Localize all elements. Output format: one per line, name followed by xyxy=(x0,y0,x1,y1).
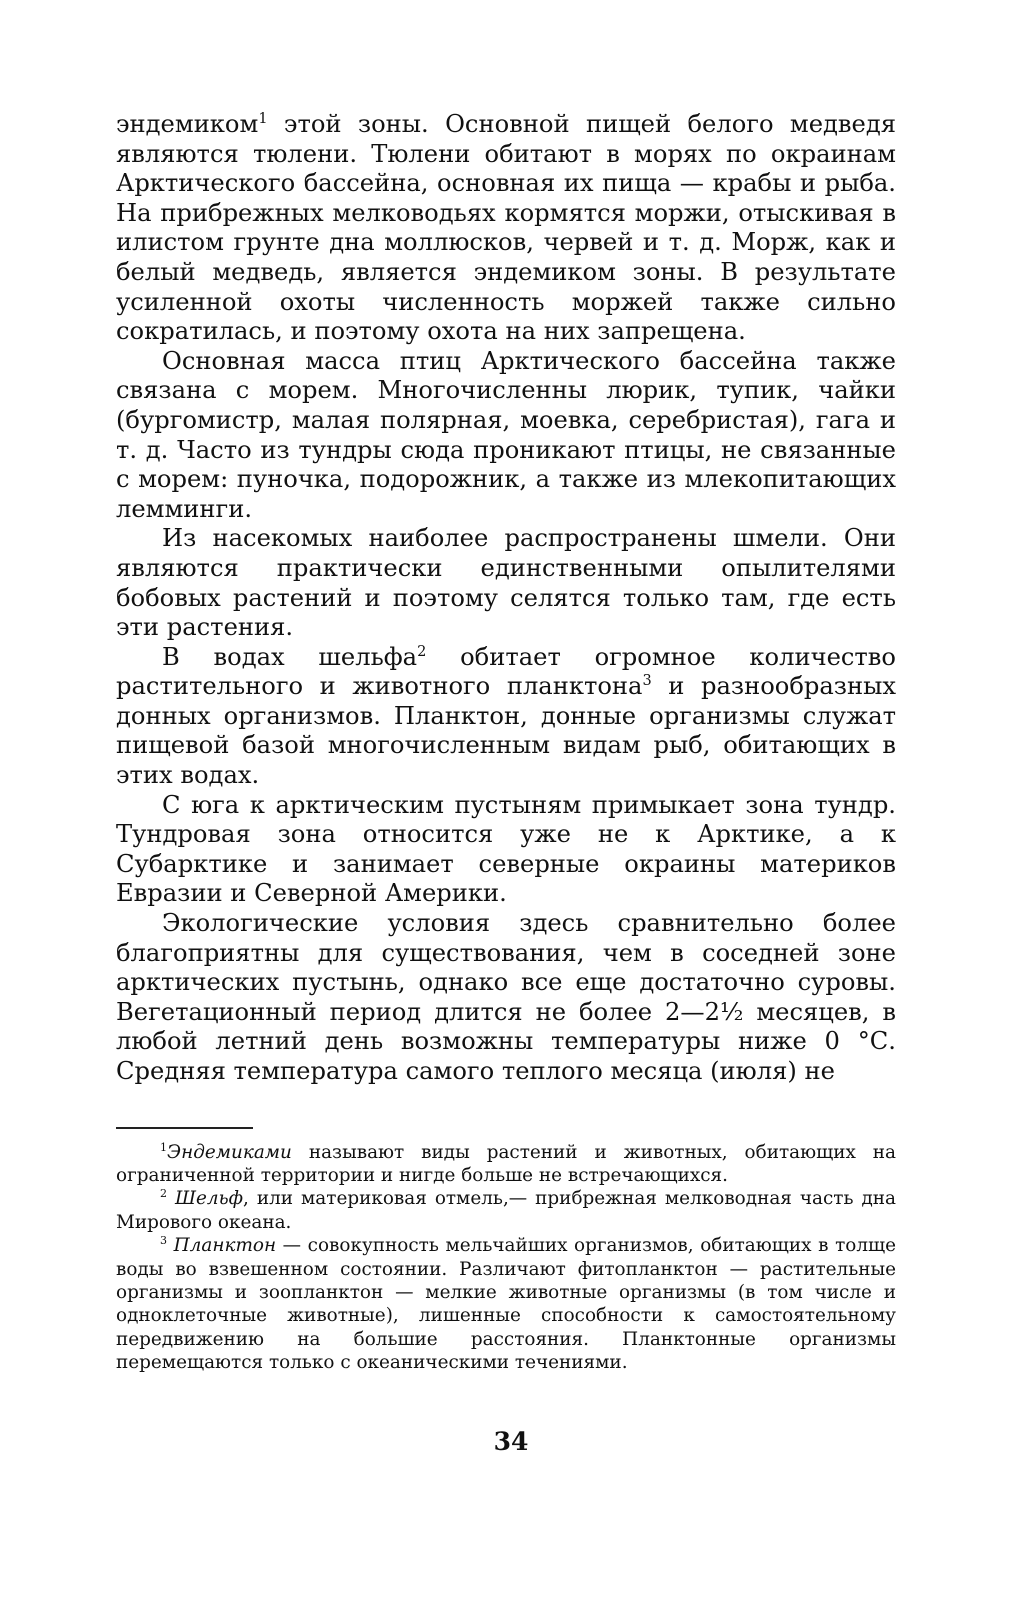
paragraph-6: Экологические условия здесь сравнительно более благоприятны для существования, чем в соседней зоне арктических пустынь, однако все еще достаточно суровы. Вегетационный период длится не более 2—2½ месяцев, в любой летний день возможны температуры ниже 0 °С. Средняя температура самого теплого месяца (июля) не xyxy=(116,909,896,1085)
book-page xyxy=(116,110,896,1375)
footnote-2 xyxy=(116,1187,896,1234)
footnote-ref-3[interactable]: 3 xyxy=(642,673,652,690)
paragraph-4-a: В водах шельфа xyxy=(162,642,418,671)
footnote-3 xyxy=(116,1234,896,1374)
footnote-2-number: 2 xyxy=(160,1187,168,1201)
footnote-1-term: Эндемиками xyxy=(167,1141,292,1163)
paragraph-1 xyxy=(116,110,896,347)
footnote-3-number: 3 xyxy=(160,1234,168,1248)
footnote-1 xyxy=(116,1141,896,1188)
footnote-ref-2[interactable]: 2 xyxy=(417,643,427,660)
paragraph-3: Из насекомых наиболее распространены шмели. Они являются практически единственными опылителями бобовых растений и поэтому селятся только там, где есть эти растения. xyxy=(116,524,896,642)
footnote-divider xyxy=(116,1127,253,1129)
paragraph-4-c: и разнообразных донных организмов. Планктон, донные организмы служат пищевой базой многочисленным видам рыб, обитающих в этих водах. xyxy=(116,672,897,790)
footnote-2-term: Шельф xyxy=(175,1188,244,1210)
footnote-ref-1[interactable]: 1 xyxy=(258,110,268,127)
footnote-3-term: Планктон xyxy=(173,1235,277,1257)
footnote-1-number: 1 xyxy=(160,1140,168,1154)
body-text xyxy=(116,110,896,1087)
paragraph-2: Основная масса птиц Арктического бассейна также связана с морем. Многочисленны люрик, тупик, чайки (бургомистр, малая полярная, моевка, серебристая), гага и т. д. Часто из тундры сюда проникают птицы, не связанные с морем: пуночка, подорожник, а также из млекопитающих лемминги. xyxy=(116,346,896,523)
page-number-value: 34 xyxy=(493,1427,529,1456)
page-number xyxy=(0,1427,1022,1456)
paragraph-5: С юга к арктическим пустыням примыкает зона тундр. Тундровая зона относится уже не к Арктике, а к Субарктике и занимает северные окраины материков Евразии и Северной Америки. xyxy=(116,790,896,908)
paragraph-4 xyxy=(116,643,896,791)
paragraph-1-rest: этой зоны. Основной пищей белого медведя являются тюлени. Тюлени обитают в морях по окраинам Арктического бассейна, основная их пища — крабы и рыба. На прибрежных мелководьях кормятся моржи, отыскивая в илистом грунте дна моллюсков, червей и т. д. Морж, как и белый медведь, является эндемиком зоны. В результате усиленной охоты численность моржей также сильно сократилась, и поэтому охота на них запрещена. xyxy=(116,110,896,346)
footnote-3-text: — совокупность мельчайших организмов, обитающих в толще воды во взвешенном состоянии. Различают фитопланктон — растительные организмы и зоопланктон — мелкие животные организмы (в том числе и одноклеточные животные), лишенные способности к самостоятельному передвижению на большие расстояния. Планктонные организмы перемещаются только с океаническими течениями. xyxy=(116,1235,896,1374)
paragraph-4-b: обитает огромное количество растительного и животного планктона xyxy=(116,642,896,701)
footnote-2-text: , или материковая отмель,— прибрежная мелководная часть дна Мирового океана. xyxy=(116,1188,896,1233)
footnote-1-text: называют виды растений и животных, обитающих на ограниченной территории и нигде больше не встречающихся. xyxy=(116,1141,896,1186)
paragraph-1-start: эндемиком xyxy=(116,110,259,138)
footnotes xyxy=(116,1141,896,1375)
